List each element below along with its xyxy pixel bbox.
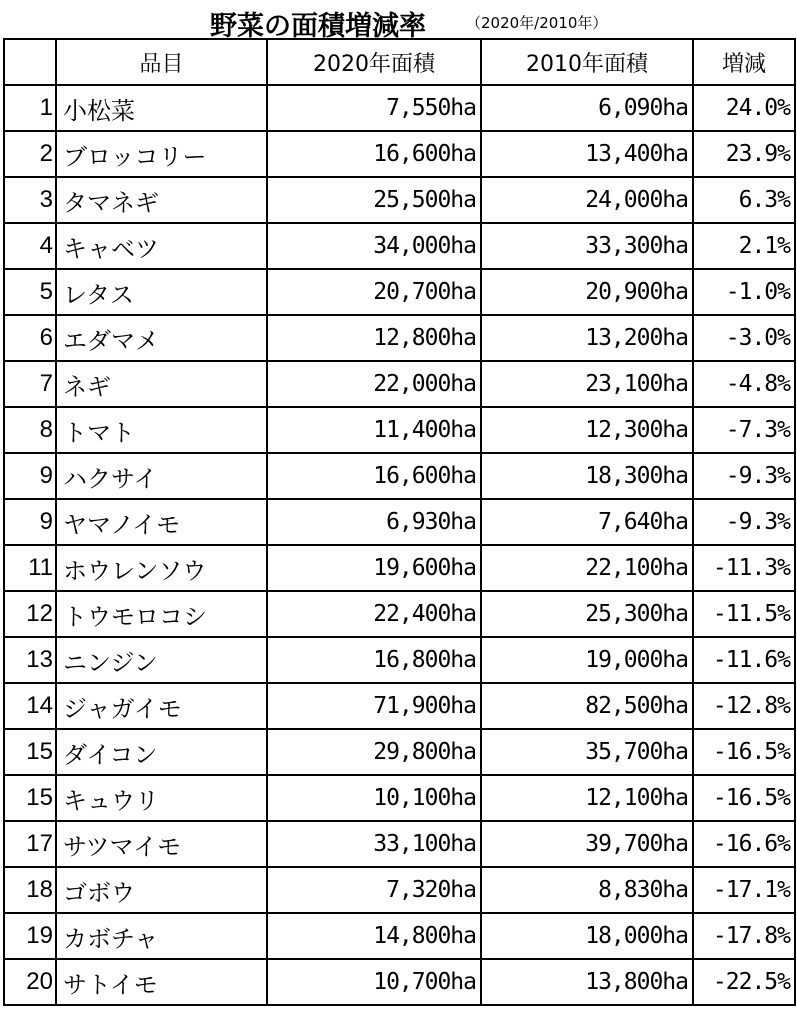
table-row — [4, 821, 795, 867]
item-cell: ネギ — [56, 361, 267, 407]
area-2010-cell: 13,400ha — [481, 131, 693, 177]
area-2010-cell: 39,700ha — [481, 821, 693, 867]
table-row — [4, 959, 795, 1005]
area-2010-cell: 24,000ha — [481, 177, 693, 223]
table-row — [4, 407, 795, 453]
change-cell: -22.5% — [693, 959, 795, 1005]
table-row — [4, 177, 795, 223]
area-2020-cell: 12,800ha — [267, 315, 481, 361]
area-2020-cell: 11,400ha — [267, 407, 481, 453]
table-header-row — [4, 39, 795, 85]
change-cell: -11.6% — [693, 637, 795, 683]
area-2010-cell: 13,200ha — [481, 315, 693, 361]
item-cell: トマト — [56, 407, 267, 453]
item-cell: キャベツ — [56, 223, 267, 269]
area-2010-cell: 7,640ha — [481, 499, 693, 545]
item-cell: ブロッコリー — [56, 131, 267, 177]
item-cell: ハクサイ — [56, 453, 267, 499]
area-2020-cell: 16,800ha — [267, 637, 481, 683]
area-2010-cell: 20,900ha — [481, 269, 693, 315]
area-2010-cell: 19,000ha — [481, 637, 693, 683]
rank-cell: 11 — [4, 545, 56, 591]
rank-cell: 15 — [4, 775, 56, 821]
area-2020-cell: 14,800ha — [267, 913, 481, 959]
area-2020-cell: 25,500ha — [267, 177, 481, 223]
table-row — [4, 913, 795, 959]
item-cell: ヤマノイモ — [56, 499, 267, 545]
table-row — [4, 545, 795, 591]
item-cell: トウモロコシ — [56, 591, 267, 637]
area-2010-cell: 82,500ha — [481, 683, 693, 729]
header-area-2020: 2020年面積 — [267, 39, 481, 85]
item-cell: ジャガイモ — [56, 683, 267, 729]
area-2020-cell: 6,930ha — [267, 499, 481, 545]
area-2010-cell: 6,090ha — [481, 85, 693, 131]
title-area — [0, 0, 797, 42]
area-2020-cell: 10,100ha — [267, 775, 481, 821]
table-row — [4, 453, 795, 499]
change-cell: 2.1% — [693, 223, 795, 269]
item-cell: サトイモ — [56, 959, 267, 1005]
rank-cell: 13 — [4, 637, 56, 683]
table-row — [4, 223, 795, 269]
change-cell: 23.9% — [693, 131, 795, 177]
rank-cell: 2 — [4, 131, 56, 177]
item-cell: エダマメ — [56, 315, 267, 361]
header-change: 増減 — [693, 39, 795, 85]
area-2010-cell: 33,300ha — [481, 223, 693, 269]
rank-cell: 9 — [4, 453, 56, 499]
change-cell: -17.8% — [693, 913, 795, 959]
header-area-2010: 2010年面積 — [481, 39, 693, 85]
area-2010-cell: 35,700ha — [481, 729, 693, 775]
rank-cell: 7 — [4, 361, 56, 407]
change-cell: -16.5% — [693, 729, 795, 775]
item-cell: レタス — [56, 269, 267, 315]
header-item: 品目 — [56, 39, 267, 85]
area-2010-cell: 22,100ha — [481, 545, 693, 591]
item-cell: ゴボウ — [56, 867, 267, 913]
rank-cell: 20 — [4, 959, 56, 1005]
table-row — [4, 499, 795, 545]
table-row — [4, 131, 795, 177]
area-2020-cell: 10,700ha — [267, 959, 481, 1005]
item-cell: ニンジン — [56, 637, 267, 683]
area-2010-cell: 13,800ha — [481, 959, 693, 1005]
change-cell: -11.5% — [693, 591, 795, 637]
item-cell: キュウリ — [56, 775, 267, 821]
change-cell: -9.3% — [693, 453, 795, 499]
area-2010-cell: 25,300ha — [481, 591, 693, 637]
change-cell: -7.3% — [693, 407, 795, 453]
rank-cell: 1 — [4, 85, 56, 131]
table-row — [4, 775, 795, 821]
change-cell: -9.3% — [693, 499, 795, 545]
item-cell: カボチャ — [56, 913, 267, 959]
change-cell: 24.0% — [693, 85, 795, 131]
area-2010-cell: 8,830ha — [481, 867, 693, 913]
rank-cell: 15 — [4, 729, 56, 775]
table-row — [4, 729, 795, 775]
area-2010-cell: 12,300ha — [481, 407, 693, 453]
table-row — [4, 85, 795, 131]
page-title: 野菜の面積増減率 — [210, 11, 426, 42]
change-cell: -17.1% — [693, 867, 795, 913]
area-2020-cell: 22,400ha — [267, 591, 481, 637]
area-2010-cell: 18,300ha — [481, 453, 693, 499]
rank-cell: 3 — [4, 177, 56, 223]
area-2020-cell: 34,000ha — [267, 223, 481, 269]
table-body — [4, 85, 795, 1005]
table-row — [4, 269, 795, 315]
change-cell: 6.3% — [693, 177, 795, 223]
area-2020-cell: 71,900ha — [267, 683, 481, 729]
area-2020-cell: 7,320ha — [267, 867, 481, 913]
table-row — [4, 637, 795, 683]
rank-cell: 17 — [4, 821, 56, 867]
item-cell: 小松菜 — [56, 85, 267, 131]
rank-cell: 19 — [4, 913, 56, 959]
rank-cell: 14 — [4, 683, 56, 729]
table-row — [4, 361, 795, 407]
rank-cell: 8 — [4, 407, 56, 453]
item-cell: タマネギ — [56, 177, 267, 223]
change-cell: -12.8% — [693, 683, 795, 729]
area-2020-cell: 22,000ha — [267, 361, 481, 407]
header-rank — [4, 39, 56, 85]
rank-cell: 9 — [4, 499, 56, 545]
change-cell: -1.0% — [693, 269, 795, 315]
rank-cell: 4 — [4, 223, 56, 269]
area-2020-cell: 29,800ha — [267, 729, 481, 775]
table-row — [4, 591, 795, 637]
area-2020-cell: 20,700ha — [267, 269, 481, 315]
area-2020-cell: 7,550ha — [267, 85, 481, 131]
change-cell: -16.6% — [693, 821, 795, 867]
area-2020-cell: 19,600ha — [267, 545, 481, 591]
item-cell: ホウレンソウ — [56, 545, 267, 591]
area-2020-cell: 33,100ha — [267, 821, 481, 867]
table-row — [4, 315, 795, 361]
vegetable-area-table — [3, 38, 796, 1006]
rank-cell: 6 — [4, 315, 56, 361]
table-row — [4, 683, 795, 729]
change-cell: -3.0% — [693, 315, 795, 361]
item-cell: ダイコン — [56, 729, 267, 775]
page-subtitle: （2020年/2010年） — [466, 14, 608, 32]
change-cell: -16.5% — [693, 775, 795, 821]
rank-cell: 5 — [4, 269, 56, 315]
rank-cell: 18 — [4, 867, 56, 913]
change-cell: -11.3% — [693, 545, 795, 591]
rank-cell: 12 — [4, 591, 56, 637]
table-row — [4, 867, 795, 913]
area-2010-cell: 12,100ha — [481, 775, 693, 821]
area-2020-cell: 16,600ha — [267, 131, 481, 177]
change-cell: -4.8% — [693, 361, 795, 407]
area-2020-cell: 16,600ha — [267, 453, 481, 499]
item-cell: サツマイモ — [56, 821, 267, 867]
area-2010-cell: 23,100ha — [481, 361, 693, 407]
area-2010-cell: 18,000ha — [481, 913, 693, 959]
